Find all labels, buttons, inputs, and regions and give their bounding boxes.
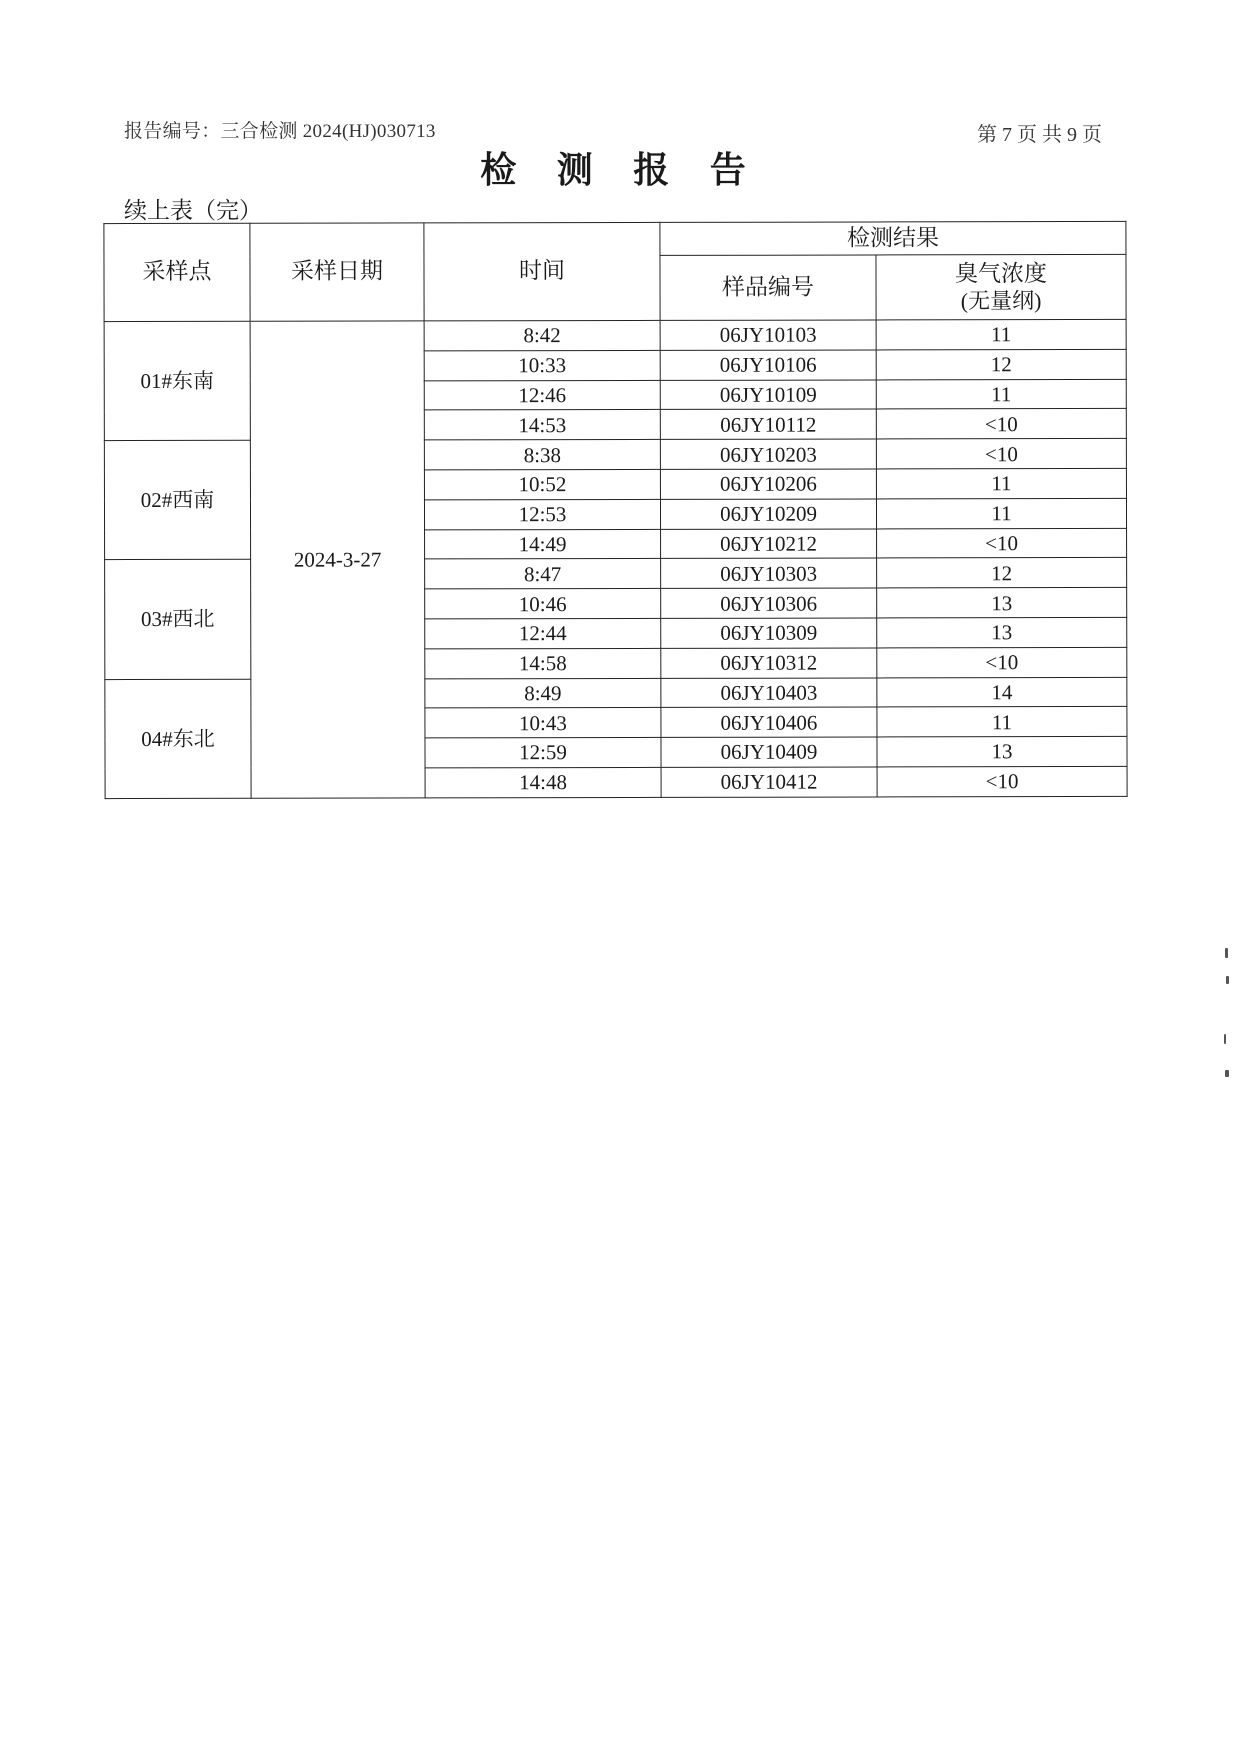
- time-cell: 10:33: [424, 350, 660, 380]
- header-sampling-date: 采样日期: [250, 223, 424, 321]
- time-cell: 12:53: [424, 499, 660, 529]
- time-cell: 14:49: [425, 529, 661, 559]
- odor-value-cell: <10: [876, 409, 1126, 439]
- odor-value-cell: <10: [877, 766, 1127, 796]
- report-number: 报告编号：三合检测 2024(HJ)030713: [124, 121, 436, 142]
- sampling-point-cell: 03#西北: [105, 560, 251, 679]
- odor-value-cell: 11: [876, 468, 1126, 498]
- sampling-date-cell: 2024-3-27: [250, 321, 425, 798]
- odor-value-cell: 11: [876, 379, 1126, 409]
- odor-header-line1: 臭气浓度: [954, 261, 1048, 287]
- odor-value-cell: <10: [877, 647, 1127, 677]
- odor-value-cell: 12: [876, 349, 1126, 379]
- odor-value-cell: 13: [877, 588, 1127, 618]
- time-cell: 12:46: [424, 380, 660, 410]
- time-cell: 14:53: [424, 410, 660, 440]
- scan-mark: [1224, 1034, 1226, 1044]
- time-cell: 14:48: [425, 767, 661, 797]
- header-time: 时间: [424, 222, 660, 320]
- sample-no-cell: 06JY10112: [660, 409, 876, 439]
- odor-value-cell: <10: [877, 528, 1127, 558]
- time-cell: 8:42: [424, 320, 660, 350]
- odor-value-cell: 12: [877, 558, 1127, 588]
- sampling-point-cell: 02#西南: [104, 440, 250, 559]
- sample-no-cell: 06JY10106: [660, 350, 876, 380]
- odor-header-unit: (无量纲): [960, 287, 1042, 313]
- time-cell: 8:38: [424, 440, 660, 470]
- continued-label: 续上表（完）: [124, 198, 262, 223]
- scan-mark: [1225, 1070, 1229, 1077]
- sample-no-cell: 06JY10209: [660, 499, 876, 529]
- time-cell: 10:43: [425, 708, 661, 738]
- time-cell: 12:44: [425, 618, 661, 648]
- table-row: [104, 319, 1126, 351]
- header-results-group: 检测结果: [660, 221, 1126, 255]
- sample-no-cell: 06JY10312: [661, 648, 877, 678]
- table-body: [104, 319, 1127, 798]
- page-title: 检 测 报 告: [480, 150, 760, 191]
- sample-no-cell: 06JY10309: [661, 618, 877, 648]
- odor-value-cell: 13: [877, 737, 1127, 767]
- time-cell: 8:47: [425, 559, 661, 589]
- sample-no-cell: 06JY10206: [660, 469, 876, 499]
- sample-no-cell: 06JY10409: [661, 737, 877, 767]
- odor-value-cell: 11: [876, 319, 1126, 349]
- header-odor-concentration: [876, 254, 1126, 320]
- sample-no-cell: 06JY10403: [661, 678, 877, 708]
- odor-value-cell: 11: [877, 707, 1127, 737]
- page-info: 第 7 页 共 9 页: [977, 124, 1102, 146]
- scan-mark: [1225, 948, 1228, 958]
- sampling-point-cell: 01#东南: [104, 321, 250, 440]
- time-cell: 8:49: [425, 678, 661, 708]
- time-cell: 12:59: [425, 738, 661, 768]
- time-cell: 14:58: [425, 648, 661, 678]
- sample-no-cell: 06JY10103: [660, 320, 876, 350]
- odor-value-cell: 14: [877, 677, 1127, 707]
- odor-value-cell: 13: [877, 617, 1127, 647]
- odor-value-cell: 11: [876, 498, 1126, 528]
- time-cell: 10:52: [424, 469, 660, 499]
- sample-no-cell: 06JY10212: [661, 529, 877, 559]
- results-table: [103, 221, 1127, 799]
- sample-no-cell: 06JY10406: [661, 707, 877, 737]
- odor-value-cell: <10: [876, 439, 1126, 469]
- sample-no-cell: 06JY10306: [661, 588, 877, 618]
- sample-no-cell: 06JY10109: [660, 380, 876, 410]
- time-cell: 10:46: [425, 589, 661, 619]
- header-sample-no: 样品编号: [660, 255, 876, 320]
- sampling-point-cell: 04#东北: [105, 679, 251, 798]
- header-sampling-point: 采样点: [104, 223, 250, 321]
- sample-no-cell: 06JY10203: [660, 439, 876, 469]
- sample-no-cell: 06JY10303: [661, 558, 877, 588]
- scan-mark: [1226, 976, 1229, 984]
- sample-no-cell: 06JY10412: [661, 767, 877, 797]
